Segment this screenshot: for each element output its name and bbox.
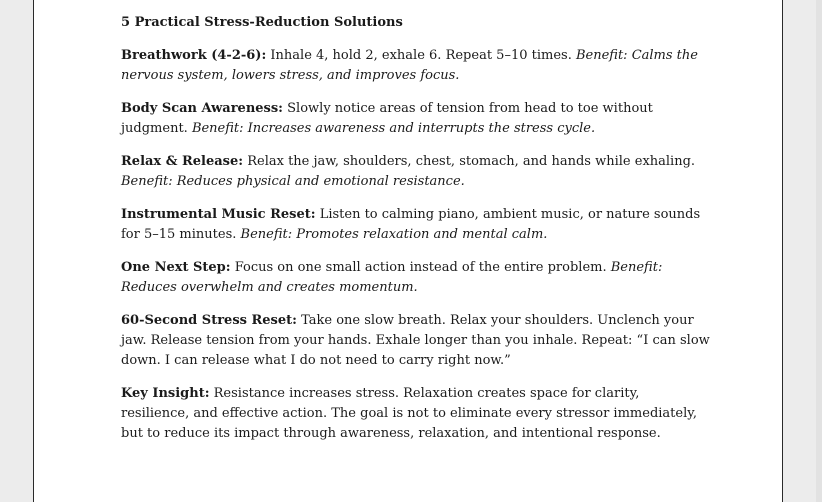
document-body — [121, 13, 711, 457]
section-text: Slowly notice areas of tension from head to toe without judgment. — [121, 101, 653, 136]
section-next-step — [121, 258, 711, 298]
section-label: Instrumental Music Reset: — [121, 207, 316, 222]
section-body-scan — [121, 99, 711, 139]
section-benefit: Benefit: Increases awareness and interrupts the stress cycle. — [191, 121, 596, 136]
section-benefit: Benefit: Calms the nervous system, lowers stress, and improves focus. — [121, 48, 698, 83]
vertical-scrollbar[interactable] — [816, 0, 822, 502]
section-text: Focus on one small action instead of the entire problem. — [234, 260, 607, 275]
section-text: Listen to calming piano, ambient music, or nature sounds for 5–15 minutes. — [121, 207, 701, 242]
section-benefit: Benefit: Promotes relaxation and mental calm. — [240, 227, 548, 242]
section-label: Relax & Release: — [121, 154, 244, 169]
section-relax-release — [121, 152, 711, 192]
section-label: Breathwork (4-2-6): — [121, 48, 267, 63]
section-music-reset — [121, 205, 711, 245]
document-title: 5 Practical Stress-Reduction Solutions — [121, 15, 403, 30]
section-text: Relax the jaw, shoulders, chest, stomach, and hands while exhaling. — [247, 154, 696, 169]
section-text: Resistance increases stress. Relaxation creates space for clarity, resilience, and effective action. The goal is not to eliminate every stressor immediately, but to reduce its impact through awareness, relaxation, and intentional response. — [121, 386, 697, 441]
section-label: Key Insight: — [121, 386, 210, 401]
section-key-insight — [121, 384, 711, 444]
section-label: One Next Step: — [121, 260, 231, 275]
section-stress-reset — [121, 311, 711, 371]
section-label: Body Scan Awareness: — [121, 101, 283, 116]
document-page — [33, 0, 783, 502]
section-breathwork — [121, 46, 711, 86]
section-text: Take one slow breath. Relax your shoulders. Unclench your jaw. Release tension from your hands. Exhale longer than you inhale. Repeat: “I can slow down. I can release what I do not need to carry right now.” — [121, 313, 710, 368]
section-label: 60-Second Stress Reset: — [121, 313, 297, 328]
section-text: Inhale 4, hold 2, exhale 6. Repeat 5–10 times. — [270, 48, 572, 63]
section-benefit: Benefit: Reduces overwhelm and creates momentum. — [121, 260, 663, 295]
section-benefit: Benefit: Reduces physical and emotional resistance. — [121, 174, 465, 189]
